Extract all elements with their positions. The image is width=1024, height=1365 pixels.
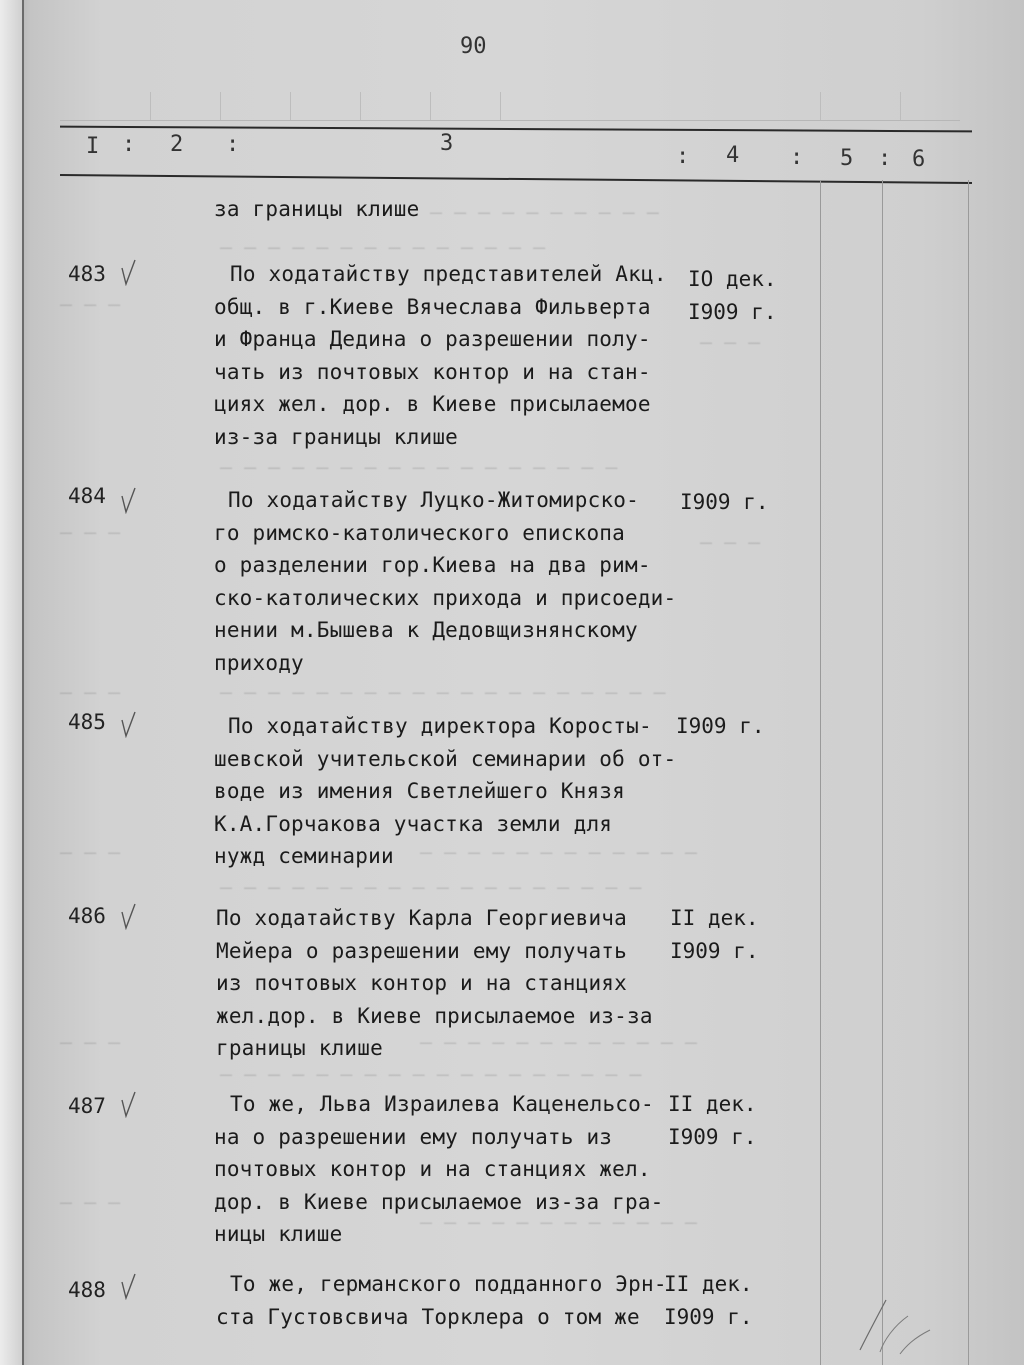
date-line: I909 г. [680,490,769,514]
text-line: По ходатайству Карла Георгиевича [216,906,627,930]
pencil-mark-icon [850,1290,940,1360]
check-mark-icon [120,902,138,930]
column-separator: : [122,132,136,157]
entry-date [664,1268,764,1333]
entry-text [214,710,698,873]
column-separator: : [676,144,690,169]
check-mark-icon [120,486,138,514]
column-divider [882,180,883,1365]
date-line: I909 г. [670,938,759,963]
date-line: IO дек. [688,267,777,291]
header-rule-top [60,126,972,133]
column-number-2: 2 [170,132,184,157]
check-mark-icon [120,1272,138,1300]
faint-column-headers [60,92,960,121]
text-line: почтовых контор и на станциях жел. [214,1157,651,1182]
text-line: К.А.Горчакова участка земли для [214,811,613,836]
text-line: и Франца Дедина о разрешении полу- [214,327,651,352]
entry-number: 485 [68,710,106,734]
text-line: дор. в Киеве присылаемое из-за гра- [214,1189,664,1214]
entry-date [676,710,776,743]
entry-text [214,258,700,454]
entry-number: 487 [68,1094,106,1118]
date-line: I909 г. [668,1124,757,1149]
text-line: По ходатайству представителей Акц. [230,262,667,286]
date-line: I909 г. [676,714,765,738]
text-line: То же, Льва Израилева Каценельсо- [230,1092,654,1116]
check-mark-icon [120,1090,138,1118]
entry-date [688,263,788,328]
entry-number: 483 [68,262,106,286]
text-line: о разделении гор.Киева на два рим- [214,553,651,578]
date-line: II дек. [668,1092,757,1116]
continuation-text [214,193,684,226]
text-line: на о разрешении ему получать из [214,1124,613,1149]
entry-text [216,902,686,1065]
text-line: По ходатайству директора Коросты- [228,714,652,738]
text-line: Мейера о разрешении ему получать [216,938,627,963]
column-separator: : [790,145,804,170]
entry-number: 488 [68,1278,106,1302]
date-line: I909 г. [688,299,777,324]
header-rule-bottom [60,174,972,184]
text-line: нении м.Бышева к Дедовщизнянскому [214,618,638,643]
column-number-3: 3 [440,131,454,156]
text-line: ницы клише [214,1222,343,1247]
column-separator: : [878,146,892,171]
text-line: из-за границы клише [214,424,459,449]
date-line: II дек. [670,906,759,930]
check-mark-icon [120,710,138,738]
text-line: из почтовых контор и на станциях [216,971,627,996]
archive-page: 90 I : 2 : 3 : 4 : 5 : 6 — — — — — — — — — — — — — — — — — — — — — — — — — — — — — — — — — — — — — — — — — — — — — — — — — — — — — — — — — — — — — — — — — — — — — — — — — — — — — — — — — — — — — — — — — — — — — — — — — — — — — — — — — — — — — — — — — — — — — — — — — — — — — — — — — — — — — — — — — — — — — — — — — — — — — — — — — — — — за границы клише 483 По ходатайству представителей Акц. общ. в г.Киеве Вячеслава Фильверта и Франца Дедина о разрешении полу- чать из почтовых контор и на стан- циях жел. дор. в Киеве присылаемое из-за границы клише IO дек. I909 г. 484 По ходатайству Луцко-Житомирско- го римско-католического епископа о разделении гор.Киева на два рим- ско-католических прихода и присоеди- нении м.Бышева к Дедовщизнянскому приходу I909 г. 485 По ходатайству директора Коросты- шевской учительской семинарии об от- воде из имения Светлейшего Князя К.А.Горчакова участка земли для нужд семинарии I909 г. 486 По ходатайству Карла Георгиевича Мейера о разрешении ему получать из почтовых контор и на станциях жел.дор. в Киеве присылаемое из-за границы клише II дек. I909 г. 487 То же, Льва Израилева Каценельсо- на о разрешении ему получать из почтовых контор и на станциях жел. дор. в Киеве присылаемое из-за гра- ницы клише II дек. I909 г. 488 То же, германского подданного Эрн- ста Густовсвича Торклера о том же II дек. I909 г. [0,0,1024,1365]
entry-text [216,1268,700,1333]
text-line: чать из почтовых контор и на стан- [214,359,651,384]
text-line: ско-католических прихода и присоеди- [214,585,677,610]
text-line: жел.дор. в Киеве присылаемое из-за [216,1003,653,1028]
text-line: общ. в г.Киеве Вячеслава Фильверта [214,294,651,319]
date-line: II дек. [664,1272,753,1296]
text-line: ста Густовсвича Торклера о том же [216,1304,640,1329]
text-line: границы клише [216,1036,383,1061]
entry-number: 484 [68,484,106,508]
text-line: нужд семинарии [214,844,394,869]
column-number-5: 5 [840,146,854,171]
text-line: го римско-католического епископа [214,520,625,545]
text-line: циях жел. дор. в Киеве присылаемое [214,392,651,417]
entry-text [214,484,698,680]
adjacent-page-edge [0,0,24,1365]
column-number-1: I [86,134,100,159]
entry-date [680,486,780,519]
text-line: шевской учительской семинарии об от- [214,746,677,771]
text-line: воде из имения Светлейшего Князя [214,779,625,804]
text-line: По ходатайству Луцко-Житомирско- [228,488,639,512]
entry-number: 486 [68,904,106,928]
text-line: приходу [214,650,304,675]
column-separator: : [226,132,240,157]
entry-date [670,902,770,967]
entry-text [214,1088,700,1251]
text-line: То же, германского подданного Эрн- [230,1272,667,1296]
column-number-4: 4 [726,143,740,168]
column-divider [968,180,969,1365]
text-line: за границы клише [214,197,420,221]
entry-date [668,1088,768,1153]
column-number-6: 6 [912,147,926,172]
date-line: I909 г. [664,1304,753,1329]
check-mark-icon [120,258,138,286]
column-divider [820,180,821,1365]
page-number: 90 [460,34,487,59]
